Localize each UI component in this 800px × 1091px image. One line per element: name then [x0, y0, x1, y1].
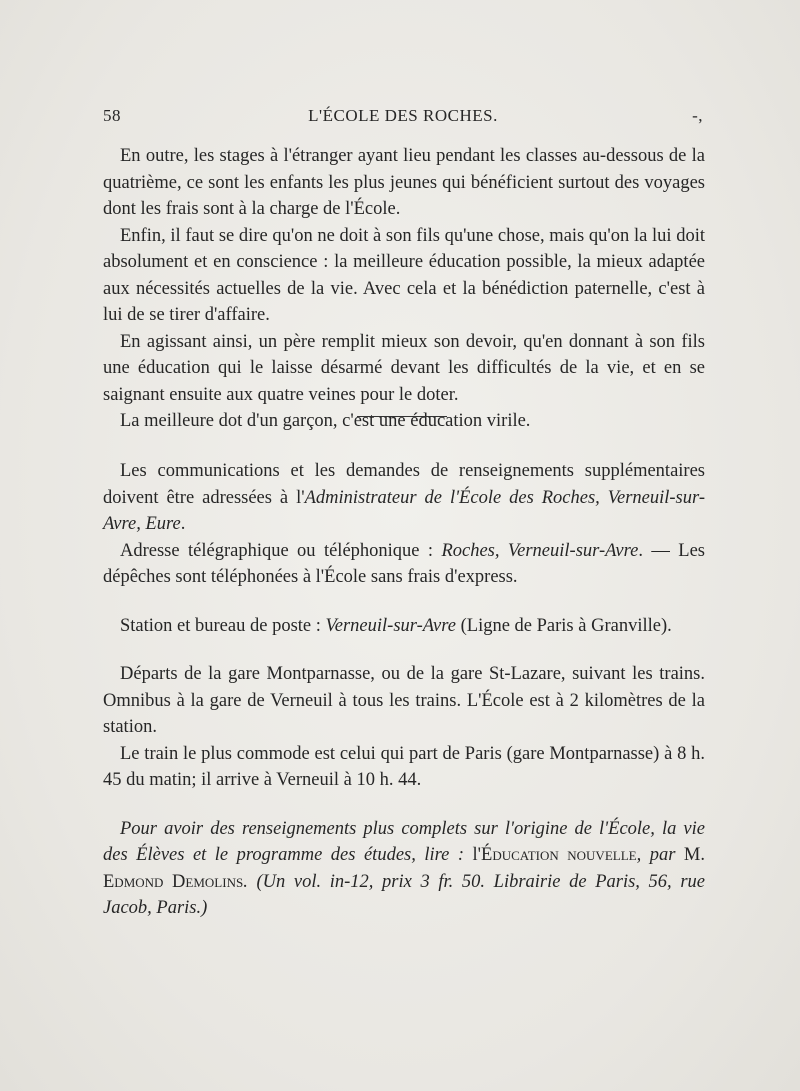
page-number: 58 [103, 106, 121, 125]
station-paragraph [103, 613, 705, 640]
paragraph: En outre, les stages à l'étranger ayant lieu pendant les classes au-dessous de la quatrième, ce sont les enfants les plus jeunes qui bénéficient surtout des voyages dont les frais sont à la charge de l'École. [103, 146, 705, 219]
book-details: . (Un vol. in-12, prix 3 fr. 50. Librairie de Paris, 56, rue Jacob, Paris.) [103, 871, 705, 918]
note-par: , par [636, 845, 684, 865]
bibliography-note [103, 816, 705, 922]
spacer [103, 794, 705, 816]
communications-paragraph [103, 458, 705, 538]
station-end: (Ligne de Paris à Granville). [455, 615, 672, 636]
main-text [103, 143, 705, 435]
administrator-address: Administrateur de l'École des Roches, Verneuil-sur-Avre, Eure [103, 487, 705, 534]
telegraph-address: Roches, Verneuil-sur-Avre [441, 540, 639, 561]
telegraph-paragraph [103, 538, 705, 591]
spacer [103, 591, 705, 613]
author-initial: M. [683, 845, 705, 865]
telegraph-text: Adresse télégraphique ou téléphonique : [120, 540, 442, 561]
telegraph-end: . — Les dépêches sont téléphonées à l'École sans frais d'express. [103, 540, 706, 587]
author-name: Edmond Demolins [103, 871, 244, 892]
departures-paragraph: Départs de la gare Montparnasse, ou de la gare St-Lazare, suivant les trains. Omnibus à la gare de Verneuil à tous les trains. L'École est à 2 kilomètres de la station. [103, 664, 705, 737]
paragraph: La meilleure dot d'un garçon, c'est une éducation virile. [120, 411, 531, 431]
paragraph: En agissant ainsi, un père remplit mieux son devoir, qu'en donnant à son fils une éducation qui le laisse désarmé devant les difficultés de la vie, et en se saignant ensuite aux quatre veines pour le doter. [103, 331, 705, 405]
book-title: Éducation nouvelle [481, 845, 637, 865]
practical-info [103, 458, 705, 922]
note-intro: Pour avoir des renseignements plus complets sur l'origine de l'École, la vie des Élèves et le programme des études, lire : [103, 818, 705, 865]
paragraph: Enfin, il faut se dire qu'on ne doit à son fils qu'une chose, mais qu'on la lui doit absolument et en conscience : la meilleure éducation possible, la mieux adaptée aux nécessités actuelles de la vie. Avec cela et la bénédiction paternelle, c'est à lui de se tirer d'affaire. [103, 225, 705, 325]
running-title: L'ÉCOLE DES ROCHES. [308, 106, 498, 125]
margin-mark: -, [692, 106, 703, 125]
section-divider [357, 416, 447, 417]
punctuation: . [180, 514, 186, 534]
spacer [103, 639, 705, 661]
book-article: l' [472, 845, 482, 865]
train-paragraph: Le train le plus commode est celui qui part de Paris (gare Montparnasse) à 8 h. 45 du matin; il arrive à Verneuil à 10 h. 44. [103, 743, 705, 790]
communications-text: Les communications et les demandes de renseignements supplémentaires doivent être adressées à l' [103, 461, 705, 508]
station-text: Station et bureau de poste : [120, 615, 326, 636]
page-header [103, 106, 703, 130]
station-place: Verneuil-sur-Avre [325, 615, 456, 636]
